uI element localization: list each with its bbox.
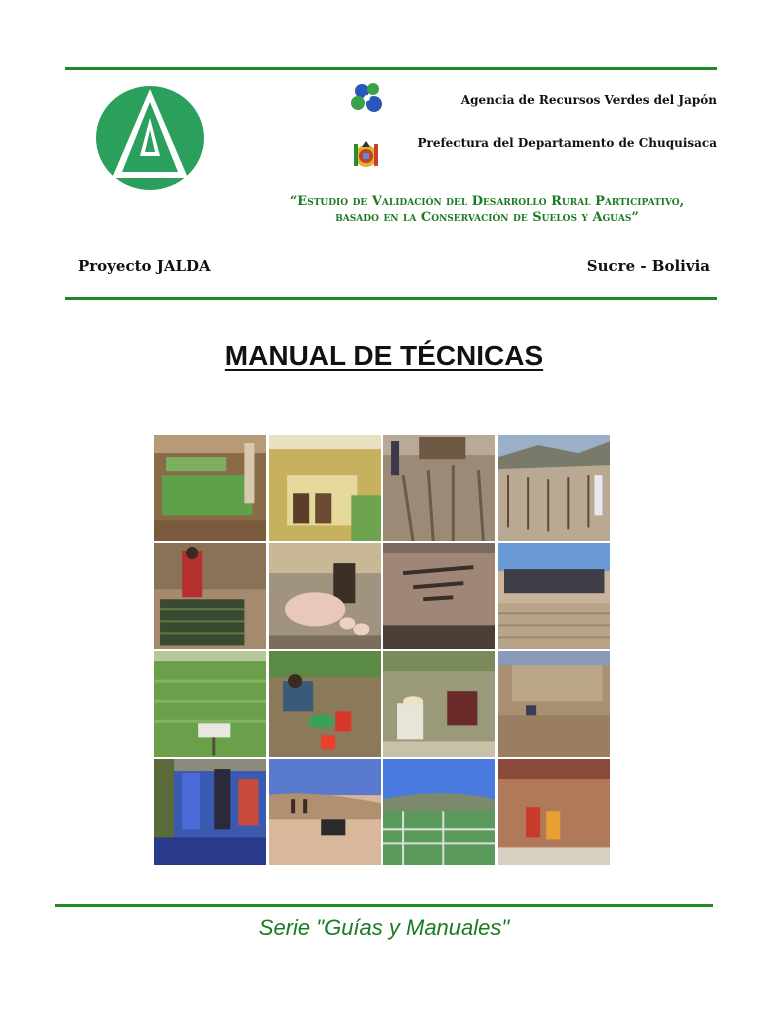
- study-title-line-2: basado en la Conservación de Suelos y Aguas”: [335, 210, 639, 225]
- org-name-agency: Agencia de Recursos Verdes del Japón: [460, 93, 717, 107]
- blue-tarp-workers-photo: [154, 759, 266, 865]
- group-meeting-photo: [498, 543, 610, 649]
- fence-posts-photo: [498, 435, 610, 541]
- photo-collage: [154, 435, 610, 865]
- seedling-trays-photo: [154, 543, 266, 649]
- project-location: Sucre - Bolivia: [586, 257, 710, 275]
- hillside-terraces-photo: [498, 759, 610, 865]
- workers-kneeling-photo: [383, 651, 495, 757]
- pig-pen-photo: [269, 543, 381, 649]
- proyecto-jalda-logo: [96, 86, 204, 190]
- washing-basins-photo: [269, 651, 381, 757]
- header-top-rule: [65, 67, 717, 70]
- study-title-line-1: “Estudio de Validación del Desarrollo Rural Participativo,: [289, 194, 685, 209]
- series-name: Serie "Guías y Manuales": [258, 915, 510, 940]
- manual-title: [0, 340, 768, 372]
- greenhouse-bins-photo: [269, 435, 381, 541]
- bolivia-seal-icon: [350, 140, 382, 170]
- header-bottom-rule: [65, 297, 717, 300]
- dirt-road-digging-photo: [269, 759, 381, 865]
- check-dam-photo: [498, 651, 610, 757]
- stone-terraces-photo: [383, 543, 495, 649]
- agency-logo-icon: [348, 82, 386, 114]
- green-crop-sign-photo: [154, 651, 266, 757]
- study-title: [252, 194, 722, 226]
- project-name: Proyecto JALDA: [78, 257, 211, 275]
- nursery-beds-photo: [154, 435, 266, 541]
- org-name-prefectura: Prefectura del Departamento de Chuquisaca: [417, 136, 717, 150]
- footer-rule: [55, 904, 713, 907]
- manual-title-text: MANUAL DE TÉCNICAS: [224, 340, 544, 371]
- plowed-field-photo: [383, 435, 495, 541]
- valley-plots-photo: [383, 759, 495, 865]
